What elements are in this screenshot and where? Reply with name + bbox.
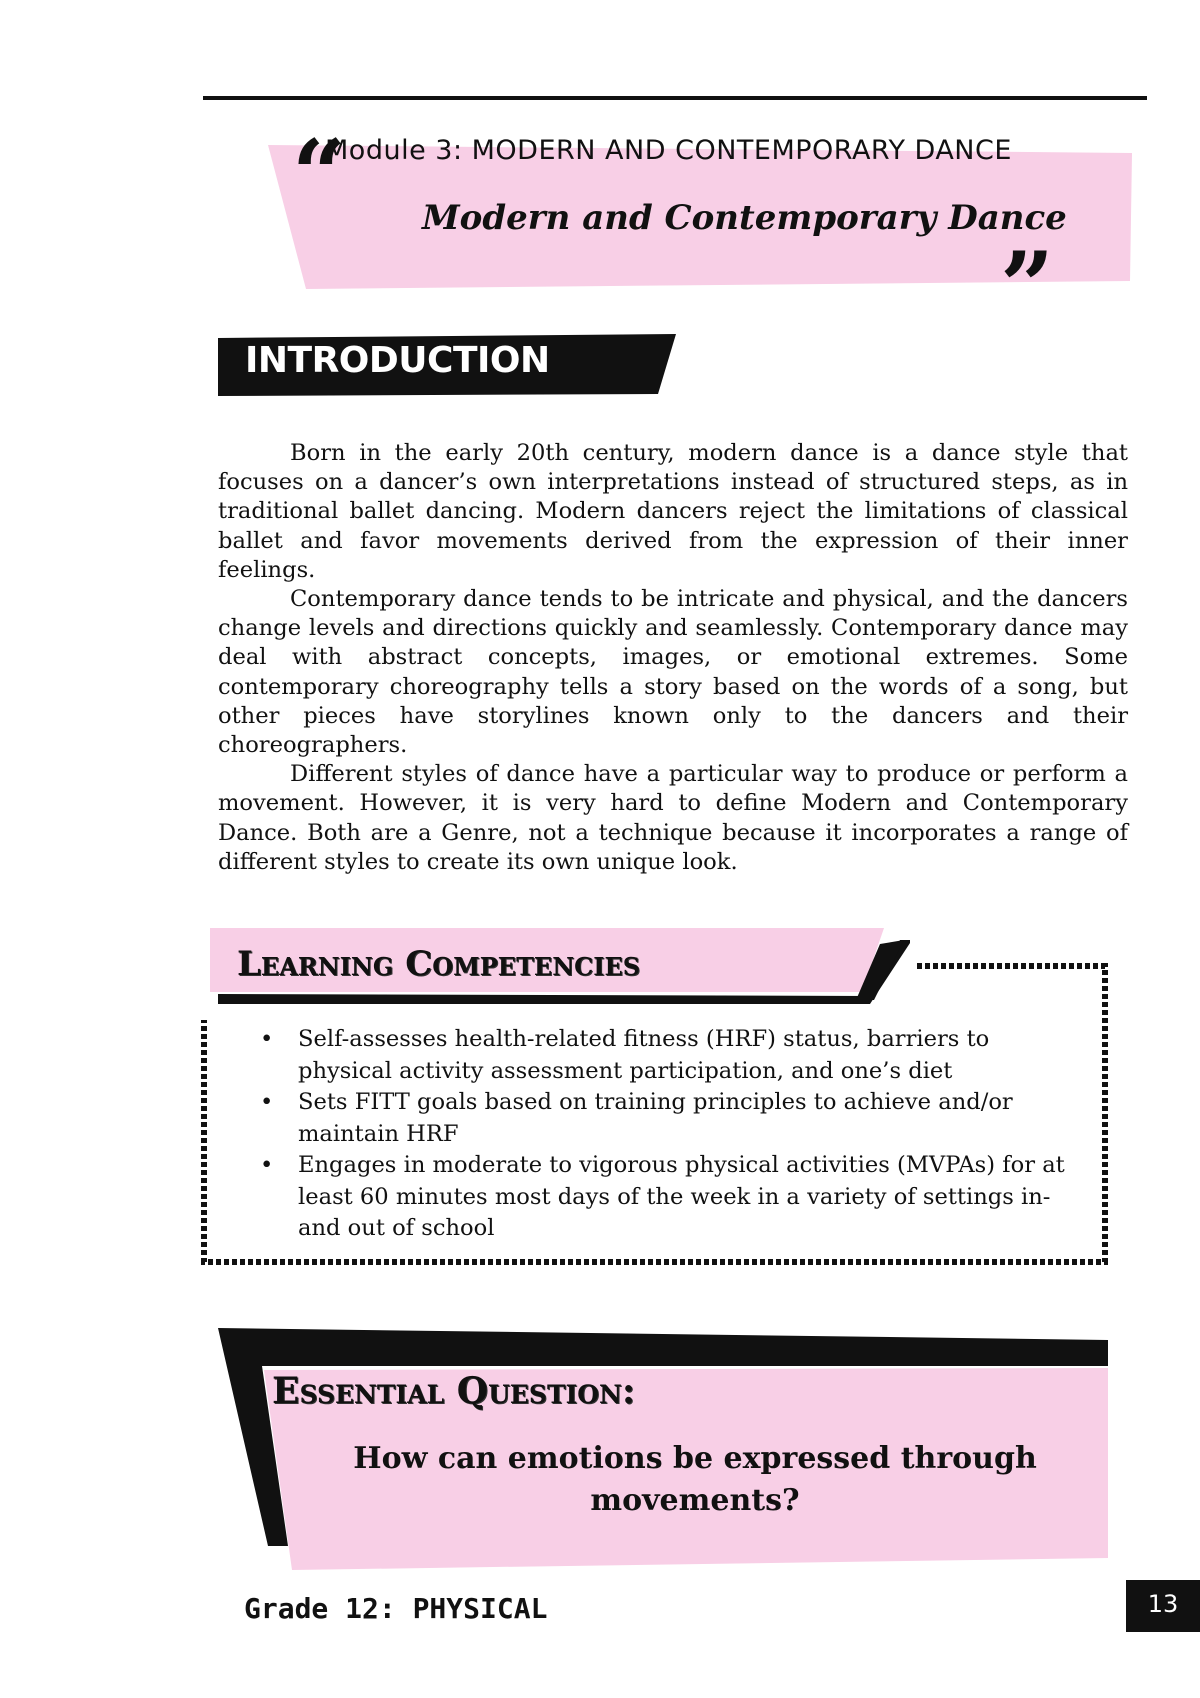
list-item xyxy=(258,1087,1088,1150)
close-quote-icon: ” xyxy=(1000,232,1055,342)
footer-grade-label: Grade 12: PHYSICAL xyxy=(244,1592,548,1625)
module-subtitle: Modern and Contemporary Dance xyxy=(422,198,1067,238)
open-quote-icon: “ xyxy=(292,120,347,230)
essential-question-text: How can emotions be expressed through movements? xyxy=(353,1441,1037,1518)
list-item-text: Sets FITT goals based on training principles to achieve and/or maintain HRF xyxy=(298,1089,1013,1147)
introduction-paragraph: Contemporary dance tends to be intricate and physical, and the dancers change levels and directions quickly and seamlessly. Contemporary dance may deal with abstract concepts, images, or emotional extremes. Some contemporary choreography tells a story based on the words of a song, but other pieces have storylines known only to the dancers and their choreographers. xyxy=(218,586,1128,759)
learning-competencies-heading: Learning Competencies xyxy=(237,944,641,984)
list-item xyxy=(258,1150,1088,1245)
introduction-heading: INTRODUCTION xyxy=(245,340,550,381)
bullet-icon: • xyxy=(260,1026,274,1052)
essential-question-heading: Essential Question: xyxy=(272,1370,636,1412)
bullet-icon: • xyxy=(260,1089,274,1115)
module-title: Module 3: MODERN AND CONTEMPORARY DANCE xyxy=(325,135,1012,166)
learning-competencies-list xyxy=(258,1024,1088,1245)
list-item-text: Engages in moderate to vigorous physical activities (MVPAs) for at least 60 minutes most days of the week in a variety of settings in- and out of school xyxy=(298,1152,1065,1241)
introduction-paragraph: Born in the early 20th century, modern dance is a dance style that focuses on a dancer’s own interpretations instead of structured steps, as in traditional ballet dancing. Modern dancers reject the limitations of classical ballet and favor movements derived from the expression of their inner feelings. xyxy=(218,440,1128,583)
bullet-icon: • xyxy=(260,1152,274,1178)
list-item-text: Self-assesses health-related fitness (HRF) status, barriers to physical activity assessment participation, and one’s diet xyxy=(298,1026,990,1084)
introduction-body xyxy=(218,439,1128,877)
page-number: 13 xyxy=(1147,1590,1179,1618)
list-item xyxy=(258,1024,1088,1087)
top-rule xyxy=(203,96,1147,100)
introduction-paragraph: Different styles of dance have a particular way to produce or perform a movement. However, it is very hard to define Modern and Contemporary Dance. Both are a Genre, not a technique because it incorporates a range of different styles to create its own unique look. xyxy=(218,761,1128,875)
